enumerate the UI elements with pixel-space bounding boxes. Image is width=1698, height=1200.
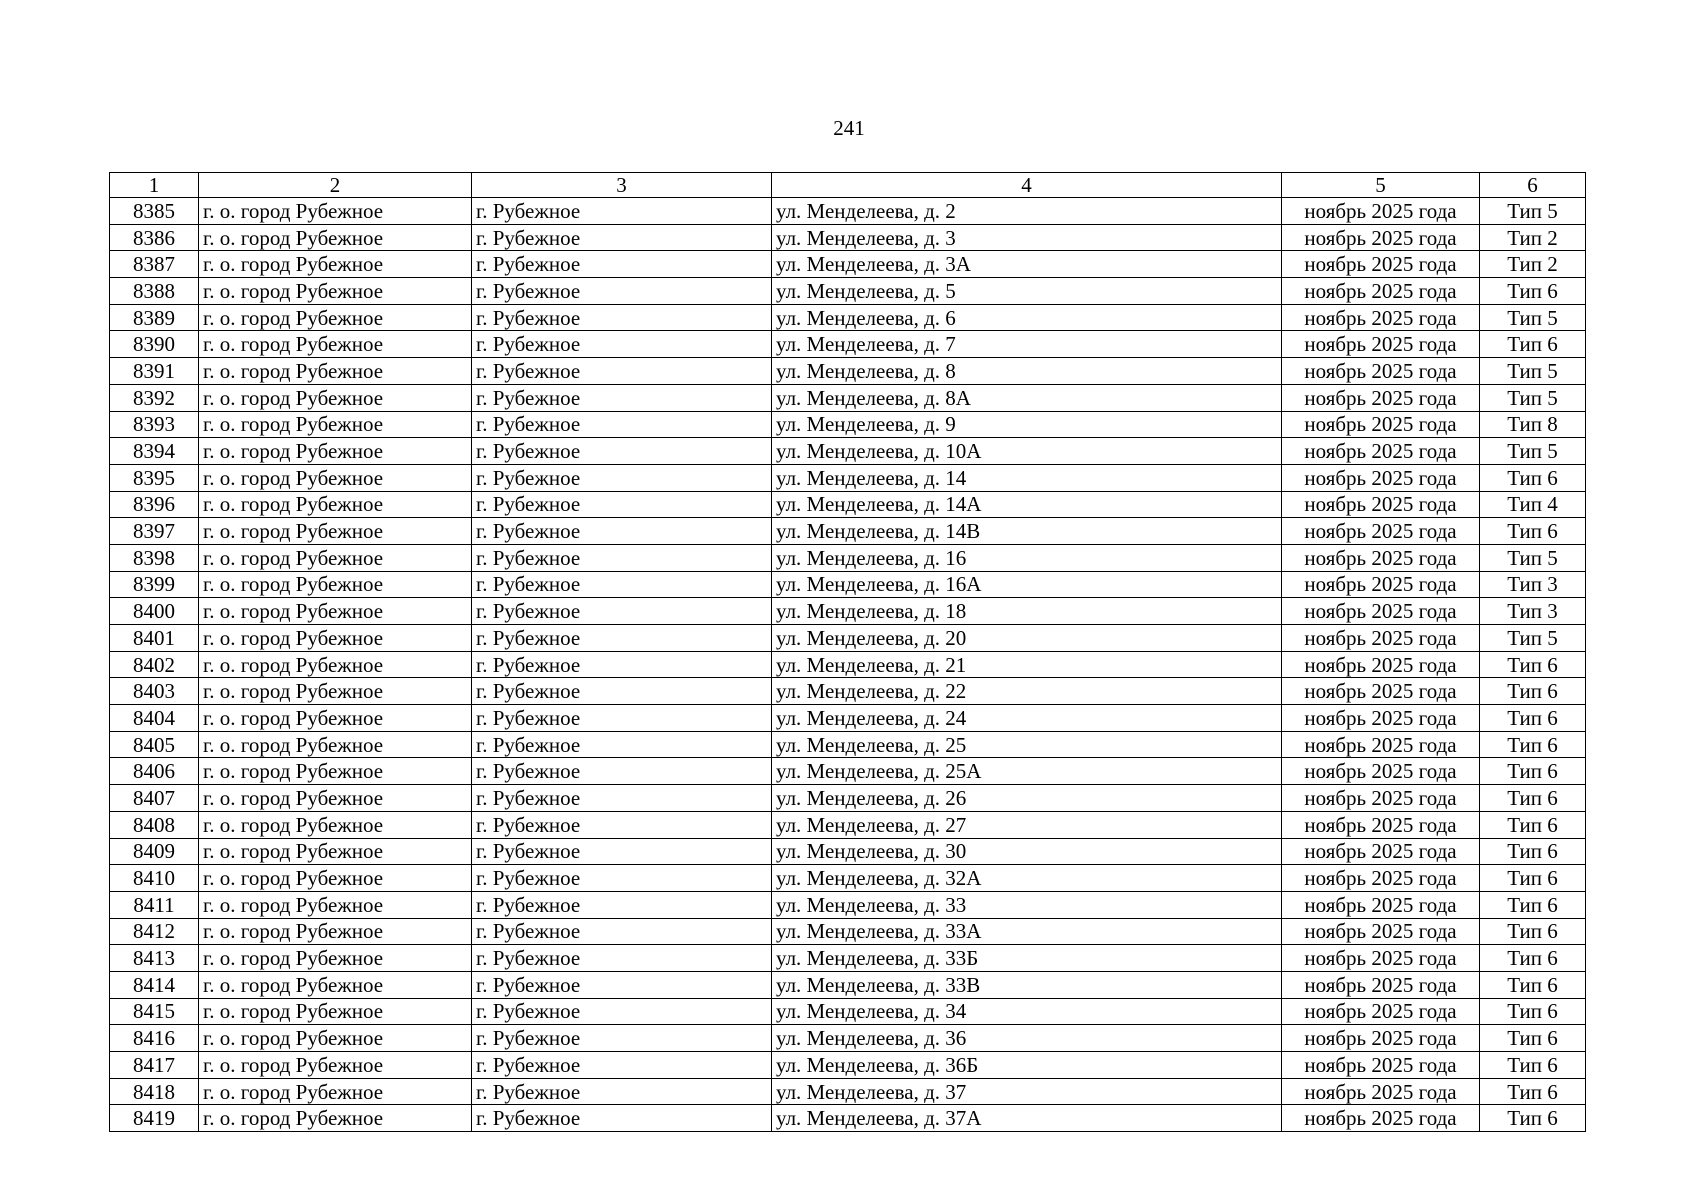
table-row	[110, 625, 1586, 652]
cell-deadline: ноябрь 2025 года	[1282, 304, 1480, 331]
cell-row-number: 8418	[110, 1078, 199, 1105]
cell-type: Тип 3	[1480, 598, 1586, 625]
cell-row-number: 8398	[110, 544, 199, 571]
cell-row-number: 8415	[110, 998, 199, 1025]
cell-settlement: г. Рубежное	[472, 544, 772, 571]
cell-type: Тип 5	[1480, 625, 1586, 652]
cell-type: Тип 6	[1480, 464, 1586, 491]
cell-row-number: 8401	[110, 625, 199, 652]
cell-deadline: ноябрь 2025 года	[1282, 251, 1480, 278]
cell-address: ул. Менделеева, д. 9	[772, 411, 1282, 438]
cell-address: ул. Менделеева, д. 14	[772, 464, 1282, 491]
cell-type: Тип 2	[1480, 251, 1586, 278]
cell-settlement: г. Рубежное	[472, 411, 772, 438]
table-row	[110, 198, 1586, 225]
cell-settlement: г. Рубежное	[472, 971, 772, 998]
page-number: 241	[833, 116, 865, 140]
column-header-3: 3	[472, 173, 772, 198]
cell-deadline: ноябрь 2025 года	[1282, 971, 1480, 998]
cell-deadline: ноябрь 2025 года	[1282, 544, 1480, 571]
table-row	[110, 544, 1586, 571]
cell-deadline: ноябрь 2025 года	[1282, 571, 1480, 598]
table-row	[110, 384, 1586, 411]
cell-row-number: 8385	[110, 198, 199, 225]
cell-municipality: г. о. город Рубежное	[199, 278, 472, 305]
cell-type: Тип 6	[1480, 998, 1586, 1025]
table-row	[110, 304, 1586, 331]
cell-type: Тип 6	[1480, 1105, 1586, 1132]
table-row	[110, 278, 1586, 305]
cell-type: Тип 6	[1480, 278, 1586, 305]
cell-address: ул. Менделеева, д. 14В	[772, 518, 1282, 545]
cell-deadline: ноябрь 2025 года	[1282, 838, 1480, 865]
cell-type: Тип 3	[1480, 571, 1586, 598]
cell-type: Тип 6	[1480, 758, 1586, 785]
cell-deadline: ноябрь 2025 года	[1282, 945, 1480, 972]
column-header-5: 5	[1282, 173, 1480, 198]
cell-deadline: ноябрь 2025 года	[1282, 198, 1480, 225]
table-row	[110, 1078, 1586, 1105]
cell-settlement: г. Рубежное	[472, 625, 772, 652]
cell-settlement: г. Рубежное	[472, 678, 772, 705]
table-row	[110, 1105, 1586, 1132]
cell-row-number: 8414	[110, 971, 199, 998]
table-row	[110, 811, 1586, 838]
cell-settlement: г. Рубежное	[472, 384, 772, 411]
table-row	[110, 438, 1586, 465]
cell-row-number: 8409	[110, 838, 199, 865]
cell-deadline: ноябрь 2025 года	[1282, 598, 1480, 625]
cell-deadline: ноябрь 2025 года	[1282, 411, 1480, 438]
cell-address: ул. Менделеева, д. 32А	[772, 865, 1282, 892]
cell-address: ул. Менделеева, д. 33Б	[772, 945, 1282, 972]
cell-municipality: г. о. город Рубежное	[199, 491, 472, 518]
column-header-1: 1	[110, 173, 199, 198]
cell-settlement: г. Рубежное	[472, 758, 772, 785]
cell-type: Тип 6	[1480, 918, 1586, 945]
cell-row-number: 8387	[110, 251, 199, 278]
cell-address: ул. Менделеева, д. 2	[772, 198, 1282, 225]
cell-row-number: 8393	[110, 411, 199, 438]
cell-row-number: 8386	[110, 224, 199, 251]
cell-settlement: г. Рубежное	[472, 304, 772, 331]
cell-address: ул. Менделеева, д. 27	[772, 811, 1282, 838]
cell-row-number: 8404	[110, 705, 199, 732]
cell-municipality: г. о. город Рубежное	[199, 705, 472, 732]
cell-type: Тип 6	[1480, 651, 1586, 678]
cell-address: ул. Менделеева, д. 8	[772, 358, 1282, 385]
cell-deadline: ноябрь 2025 года	[1282, 384, 1480, 411]
cell-row-number: 8408	[110, 811, 199, 838]
cell-type: Тип 6	[1480, 518, 1586, 545]
cell-settlement: г. Рубежное	[472, 464, 772, 491]
cell-settlement: г. Рубежное	[472, 358, 772, 385]
cell-row-number: 8417	[110, 1052, 199, 1079]
cell-address: ул. Менделеева, д. 30	[772, 838, 1282, 865]
cell-settlement: г. Рубежное	[472, 251, 772, 278]
cell-municipality: г. о. город Рубежное	[199, 998, 472, 1025]
cell-municipality: г. о. город Рубежное	[199, 971, 472, 998]
cell-row-number: 8399	[110, 571, 199, 598]
cell-address: ул. Менделеева, д. 33А	[772, 918, 1282, 945]
cell-address: ул. Менделеева, д. 14А	[772, 491, 1282, 518]
cell-deadline: ноябрь 2025 года	[1282, 785, 1480, 812]
column-header-2: 2	[199, 173, 472, 198]
cell-address: ул. Менделеева, д. 3А	[772, 251, 1282, 278]
cell-type: Тип 5	[1480, 544, 1586, 571]
cell-address: ул. Менделеева, д. 37	[772, 1078, 1282, 1105]
cell-municipality: г. о. город Рубежное	[199, 785, 472, 812]
cell-municipality: г. о. город Рубежное	[199, 331, 472, 358]
cell-deadline: ноябрь 2025 года	[1282, 865, 1480, 892]
cell-municipality: г. о. город Рубежное	[199, 731, 472, 758]
cell-municipality: г. о. город Рубежное	[199, 918, 472, 945]
cell-row-number: 8402	[110, 651, 199, 678]
cell-municipality: г. о. город Рубежное	[199, 945, 472, 972]
cell-deadline: ноябрь 2025 года	[1282, 518, 1480, 545]
cell-type: Тип 8	[1480, 411, 1586, 438]
cell-deadline: ноябрь 2025 года	[1282, 1105, 1480, 1132]
cell-address: ул. Менделеева, д. 36Б	[772, 1052, 1282, 1079]
cell-address: ул. Менделеева, д. 33	[772, 891, 1282, 918]
cell-row-number: 8391	[110, 358, 199, 385]
cell-settlement: г. Рубежное	[472, 1105, 772, 1132]
table-row	[110, 224, 1586, 251]
cell-municipality: г. о. город Рубежное	[199, 571, 472, 598]
cell-municipality: г. о. город Рубежное	[199, 304, 472, 331]
cell-address: ул. Менделеева, д. 21	[772, 651, 1282, 678]
cell-row-number: 8397	[110, 518, 199, 545]
cell-municipality: г. о. город Рубежное	[199, 1025, 472, 1052]
cell-settlement: г. Рубежное	[472, 1078, 772, 1105]
cell-address: ул. Менделеева, д. 20	[772, 625, 1282, 652]
cell-municipality: г. о. город Рубежное	[199, 651, 472, 678]
cell-address: ул. Менделеева, д. 37А	[772, 1105, 1282, 1132]
cell-address: ул. Менделеева, д. 5	[772, 278, 1282, 305]
cell-deadline: ноябрь 2025 года	[1282, 678, 1480, 705]
cell-row-number: 8419	[110, 1105, 199, 1132]
cell-deadline: ноябрь 2025 года	[1282, 1025, 1480, 1052]
cell-deadline: ноябрь 2025 года	[1282, 731, 1480, 758]
table-row	[110, 1025, 1586, 1052]
cell-row-number: 8389	[110, 304, 199, 331]
cell-row-number: 8407	[110, 785, 199, 812]
cell-type: Тип 6	[1480, 838, 1586, 865]
cell-deadline: ноябрь 2025 года	[1282, 625, 1480, 652]
cell-deadline: ноябрь 2025 года	[1282, 1052, 1480, 1079]
table-row	[110, 998, 1586, 1025]
cell-type: Тип 4	[1480, 491, 1586, 518]
table-row	[110, 1052, 1586, 1079]
cell-type: Тип 6	[1480, 945, 1586, 972]
cell-municipality: г. о. город Рубежное	[199, 891, 472, 918]
cell-deadline: ноябрь 2025 года	[1282, 705, 1480, 732]
cell-deadline: ноябрь 2025 года	[1282, 1078, 1480, 1105]
cell-municipality: г. о. город Рубежное	[199, 1078, 472, 1105]
table-row	[110, 705, 1586, 732]
cell-type: Тип 5	[1480, 384, 1586, 411]
registry-table	[109, 172, 1586, 1132]
cell-type: Тип 6	[1480, 731, 1586, 758]
cell-address: ул. Менделеева, д. 24	[772, 705, 1282, 732]
cell-settlement: г. Рубежное	[472, 811, 772, 838]
cell-type: Тип 6	[1480, 785, 1586, 812]
cell-settlement: г. Рубежное	[472, 438, 772, 465]
cell-municipality: г. о. город Рубежное	[199, 251, 472, 278]
table-row	[110, 358, 1586, 385]
cell-row-number: 8403	[110, 678, 199, 705]
cell-settlement: г. Рубежное	[472, 705, 772, 732]
cell-row-number: 8413	[110, 945, 199, 972]
table-row	[110, 651, 1586, 678]
cell-address: ул. Менделеева, д. 26	[772, 785, 1282, 812]
cell-deadline: ноябрь 2025 года	[1282, 891, 1480, 918]
cell-deadline: ноябрь 2025 года	[1282, 438, 1480, 465]
cell-settlement: г. Рубежное	[472, 998, 772, 1025]
table-row	[110, 464, 1586, 491]
cell-address: ул. Менделеева, д. 10А	[772, 438, 1282, 465]
cell-address: ул. Менделеева, д. 18	[772, 598, 1282, 625]
cell-address: ул. Менделеева, д. 22	[772, 678, 1282, 705]
cell-municipality: г. о. город Рубежное	[199, 1052, 472, 1079]
cell-type: Тип 6	[1480, 811, 1586, 838]
cell-settlement: г. Рубежное	[472, 731, 772, 758]
cell-deadline: ноябрь 2025 года	[1282, 758, 1480, 785]
cell-type: Тип 6	[1480, 705, 1586, 732]
table-row	[110, 971, 1586, 998]
cell-address: ул. Менделеева, д. 8А	[772, 384, 1282, 411]
table-row	[110, 945, 1586, 972]
cell-deadline: ноябрь 2025 года	[1282, 278, 1480, 305]
cell-address: ул. Менделеева, д. 33В	[772, 971, 1282, 998]
table-body	[110, 198, 1586, 1132]
cell-municipality: г. о. город Рубежное	[199, 464, 472, 491]
cell-type: Тип 5	[1480, 438, 1586, 465]
cell-row-number: 8411	[110, 891, 199, 918]
table-row	[110, 785, 1586, 812]
cell-municipality: г. о. город Рубежное	[199, 198, 472, 225]
cell-municipality: г. о. город Рубежное	[199, 598, 472, 625]
cell-deadline: ноябрь 2025 года	[1282, 918, 1480, 945]
cell-municipality: г. о. город Рубежное	[199, 811, 472, 838]
table-row	[110, 571, 1586, 598]
cell-type: Тип 6	[1480, 1078, 1586, 1105]
cell-row-number: 8392	[110, 384, 199, 411]
table-header-row	[110, 173, 1586, 198]
cell-settlement: г. Рубежное	[472, 838, 772, 865]
table-row	[110, 251, 1586, 278]
cell-settlement: г. Рубежное	[472, 518, 772, 545]
cell-deadline: ноябрь 2025 года	[1282, 331, 1480, 358]
cell-row-number: 8390	[110, 331, 199, 358]
cell-row-number: 8410	[110, 865, 199, 892]
cell-row-number: 8416	[110, 1025, 199, 1052]
cell-address: ул. Менделеева, д. 16	[772, 544, 1282, 571]
cell-type: Тип 6	[1480, 971, 1586, 998]
cell-deadline: ноябрь 2025 года	[1282, 811, 1480, 838]
table-row	[110, 731, 1586, 758]
cell-type: Тип 2	[1480, 224, 1586, 251]
table-row	[110, 678, 1586, 705]
cell-row-number: 8388	[110, 278, 199, 305]
cell-deadline: ноябрь 2025 года	[1282, 464, 1480, 491]
cell-municipality: г. о. город Рубежное	[199, 411, 472, 438]
cell-settlement: г. Рубежное	[472, 945, 772, 972]
table-row	[110, 411, 1586, 438]
table-row	[110, 518, 1586, 545]
cell-settlement: г. Рубежное	[472, 891, 772, 918]
cell-settlement: г. Рубежное	[472, 278, 772, 305]
cell-settlement: г. Рубежное	[472, 224, 772, 251]
cell-type: Тип 5	[1480, 198, 1586, 225]
cell-type: Тип 5	[1480, 304, 1586, 331]
table-row	[110, 891, 1586, 918]
cell-municipality: г. о. город Рубежное	[199, 758, 472, 785]
cell-type: Тип 6	[1480, 1052, 1586, 1079]
cell-settlement: г. Рубежное	[472, 331, 772, 358]
cell-municipality: г. о. город Рубежное	[199, 518, 472, 545]
cell-municipality: г. о. город Рубежное	[199, 438, 472, 465]
table-row	[110, 491, 1586, 518]
cell-address: ул. Менделеева, д. 36	[772, 1025, 1282, 1052]
cell-settlement: г. Рубежное	[472, 1025, 772, 1052]
cell-type: Тип 5	[1480, 358, 1586, 385]
cell-row-number: 8412	[110, 918, 199, 945]
table-row	[110, 331, 1586, 358]
cell-municipality: г. о. город Рубежное	[199, 678, 472, 705]
cell-settlement: г. Рубежное	[472, 918, 772, 945]
cell-settlement: г. Рубежное	[472, 198, 772, 225]
column-header-6: 6	[1480, 173, 1586, 198]
cell-deadline: ноябрь 2025 года	[1282, 998, 1480, 1025]
cell-type: Тип 6	[1480, 891, 1586, 918]
table-row	[110, 838, 1586, 865]
cell-address: ул. Менделеева, д. 34	[772, 998, 1282, 1025]
cell-type: Тип 6	[1480, 1025, 1586, 1052]
cell-row-number: 8394	[110, 438, 199, 465]
cell-municipality: г. о. город Рубежное	[199, 838, 472, 865]
cell-deadline: ноябрь 2025 года	[1282, 491, 1480, 518]
column-header-4: 4	[772, 173, 1282, 198]
cell-type: Тип 6	[1480, 678, 1586, 705]
table-row	[110, 865, 1586, 892]
cell-row-number: 8400	[110, 598, 199, 625]
cell-municipality: г. о. город Рубежное	[199, 865, 472, 892]
cell-municipality: г. о. город Рубежное	[199, 384, 472, 411]
cell-municipality: г. о. город Рубежное	[199, 544, 472, 571]
cell-municipality: г. о. город Рубежное	[199, 358, 472, 385]
cell-deadline: ноябрь 2025 года	[1282, 651, 1480, 678]
cell-settlement: г. Рубежное	[472, 785, 772, 812]
cell-row-number: 8395	[110, 464, 199, 491]
cell-type: Тип 6	[1480, 865, 1586, 892]
cell-type: Тип 6	[1480, 331, 1586, 358]
cell-deadline: ноябрь 2025 года	[1282, 358, 1480, 385]
cell-address: ул. Менделеева, д. 6	[772, 304, 1282, 331]
cell-address: ул. Менделеева, д. 3	[772, 224, 1282, 251]
table-row	[110, 598, 1586, 625]
cell-row-number: 8406	[110, 758, 199, 785]
cell-settlement: г. Рубежное	[472, 598, 772, 625]
table-header	[110, 173, 1586, 198]
cell-settlement: г. Рубежное	[472, 491, 772, 518]
cell-municipality: г. о. город Рубежное	[199, 1105, 472, 1132]
cell-settlement: г. Рубежное	[472, 571, 772, 598]
cell-municipality: г. о. город Рубежное	[199, 625, 472, 652]
cell-settlement: г. Рубежное	[472, 865, 772, 892]
cell-settlement: г. Рубежное	[472, 1052, 772, 1079]
cell-address: ул. Менделеева, д. 7	[772, 331, 1282, 358]
cell-address: ул. Менделеева, д. 25	[772, 731, 1282, 758]
table-row	[110, 918, 1586, 945]
cell-row-number: 8405	[110, 731, 199, 758]
table-row	[110, 758, 1586, 785]
cell-address: ул. Менделеева, д. 25А	[772, 758, 1282, 785]
cell-settlement: г. Рубежное	[472, 651, 772, 678]
cell-row-number: 8396	[110, 491, 199, 518]
cell-deadline: ноябрь 2025 года	[1282, 224, 1480, 251]
cell-address: ул. Менделеева, д. 16А	[772, 571, 1282, 598]
cell-municipality: г. о. город Рубежное	[199, 224, 472, 251]
